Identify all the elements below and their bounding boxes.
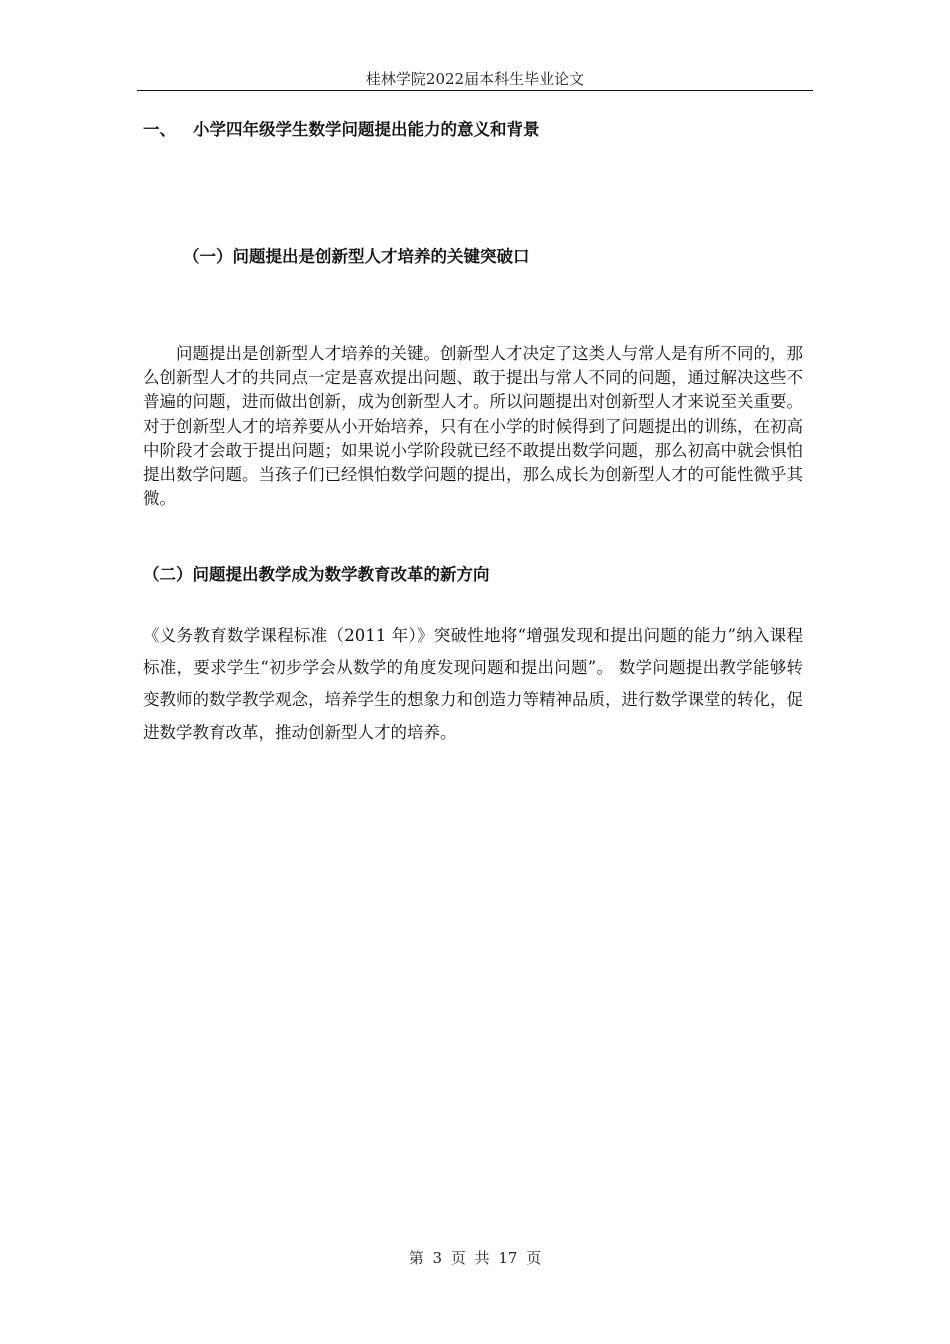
- subsection-2-paragraph: 《义务教育数学课程标准（2011 年）》突破性地将“增强发现和提出问题的能力”纳入课程标准，要求学生“初步学会从数学的角度发现问题和提出问题”。 数学问题提出教学能够转变教师的数学教学观念，培养学生的想象力和创造力等精神品质，进行数学课堂的转化，促进数学教育改革，推动创新型人才的培养。: [143, 626, 803, 742]
- section-title: 小学四年级学生数学问题提出能力的意义和背景: [193, 120, 540, 139]
- subsection-1-paragraph: 问题提出是创新型人才培养的关键。创新型人才决定了这类人与常人是有所不同的，那么创新型人才的共同点一定是喜欢提出问题、敢于提出与常人不同的问题，通过解决这些不普遍的问题，进而做出创新，成为创新型人才。所以问题提出对创新型人才来说至关重要。对于创新型人才的培养要从小开始培养，只有在小学的时候得到了问题提出的训练，在初高中阶段才会敢于提出问题；如果说小学阶段就已经不敢提出数学问题，那么初高中就会惧怕提出数学问题。当孩子们已经惧怕数学问题的提出，那么成长为创新型人才的可能性微乎其微。: [143, 344, 803, 509]
- subsection-2-title: （二）问题提出教学成为数学教育改革的新方向: [143, 565, 490, 584]
- section-number: 一、: [143, 120, 176, 139]
- subsection-1-title: （一）问题提出是创新型人才培养的关键突破口: [183, 247, 530, 266]
- page-number: 第 3 页 共 17 页: [408, 1249, 542, 1267]
- section-heading: [143, 118, 540, 142]
- page-header: 桂林学院2022届本科生毕业论文: [137, 68, 813, 91]
